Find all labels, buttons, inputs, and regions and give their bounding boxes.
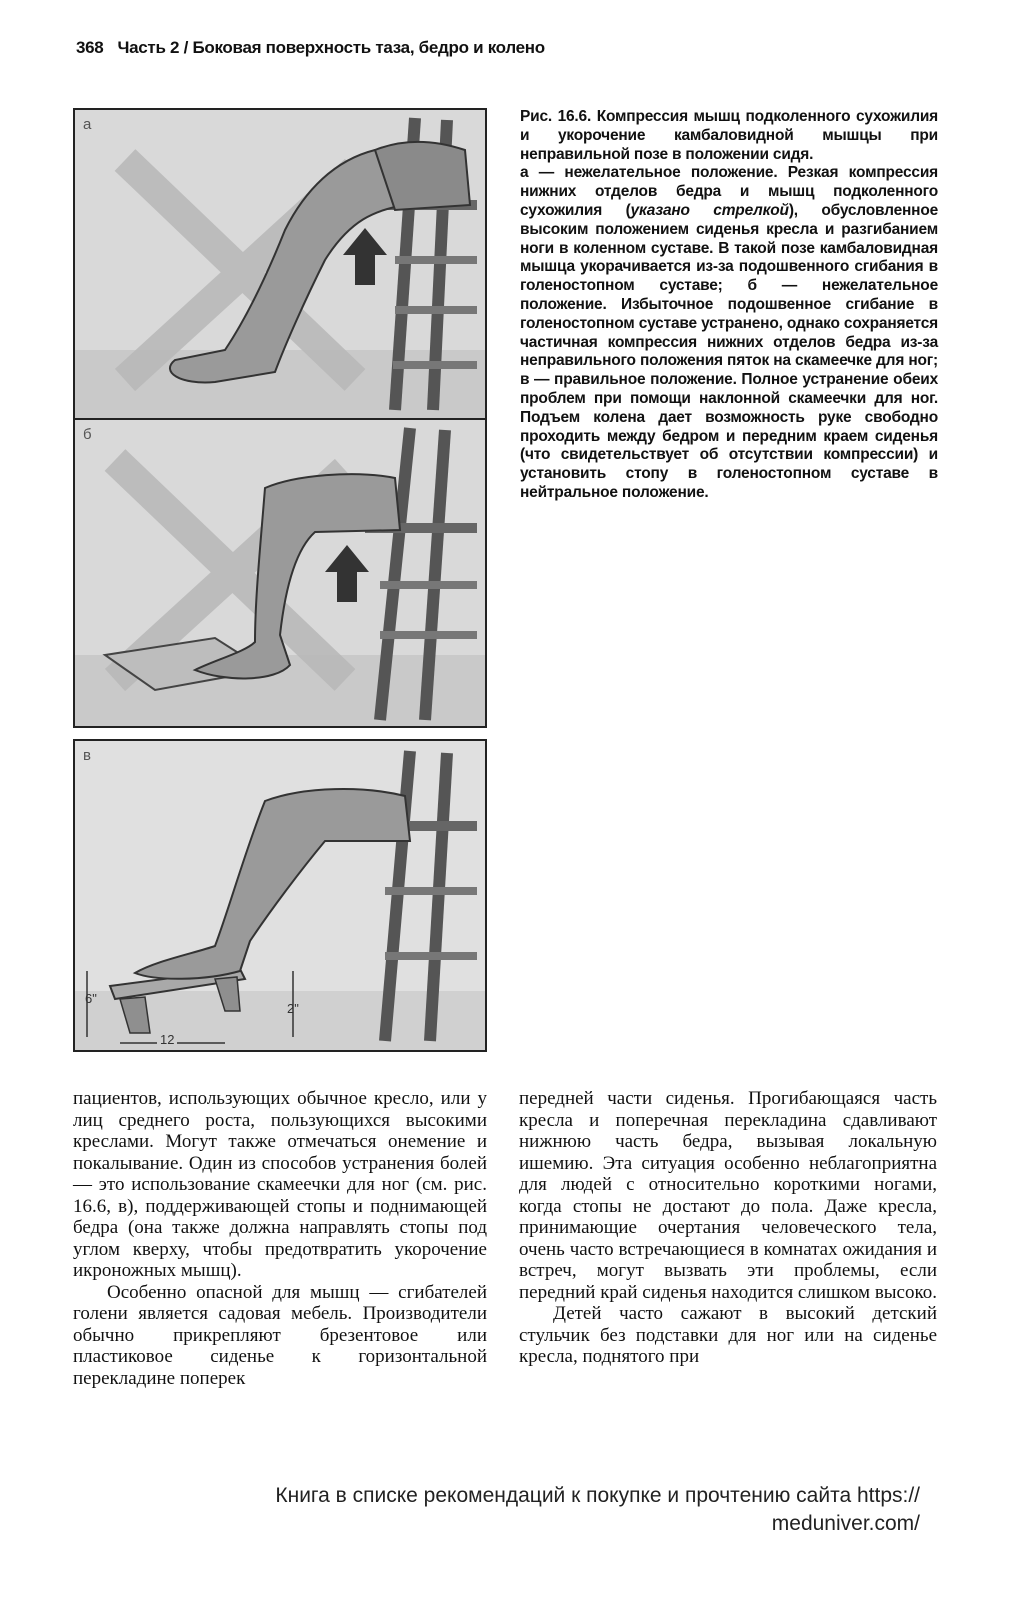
caption-title: Рис. 16.6. bbox=[520, 108, 592, 125]
right-paragraph-1: передней части сиденья. Прогибающаяся часть кресла и поперечная перекладина сдавливают нижнюю часть бедра, вызывая локальную ишемию. Эта ситуация особенно неблагоприятна для людей с относительно короткими ногами, когда стопы не достают до пола. Даже кресла, принимающие очертания человеческого тела, очень часто встречающиеся в комнатах ожидания и встреч, могут вызвать эти проблемы, если передний край сиденья находится слишком высоко. bbox=[519, 1088, 938, 1303]
measure-6in: 6" bbox=[85, 991, 97, 1006]
measure-2in: 2" bbox=[287, 1001, 299, 1016]
measure-12in: 12 bbox=[157, 1032, 177, 1047]
caption-body-italic: указано стрелкой bbox=[630, 201, 789, 219]
panel-b-illustration bbox=[75, 420, 485, 726]
left-paragraph-2: Особенно опасной для мышц — сгибателей голени является садовая мебель. Производители обычно прикрепляют брезентовое или пластиковое сиденье к горизонтальной перекладине поперек bbox=[73, 1281, 487, 1389]
figure-panel-c bbox=[73, 739, 487, 1052]
footer-line-1: Книга в списке рекомендаций к покупке и прочтению сайта https:// bbox=[275, 1484, 920, 1507]
caption-body-part2: ), обусловленное высоким положением сиденья кресла и разгибанием ноги в коленном суставе. В такой позе камбаловидная мышца укорачивается из-за подошвенного сгибания в голеностопном суставе; б — нежелательное положение. Избыточное подошвенное сгибание в голеностопном суставе устранено, однако сохраняется частичная компрессия нижних отделов бедра из-за неправильного положения пяток на скамеечке для ног; в — правильное положение. Полное устранение обеих проблем при помощи наклонной скамеечки для ног. Подъем колена дает возможность руке свободно проходить между бедром и передним краем сиденья (что свидетельствует об отсутствии компрессии) и установить стопу в голеностопном суставе в нейтральное положение. bbox=[520, 201, 939, 501]
page-number: 368 bbox=[76, 38, 104, 57]
caption-body-part1: а — нежелательное положение. Резкая компрессия нижних отделов бедра и мышц подколенного сухожилия ( bbox=[520, 164, 938, 219]
panel-c-label: в bbox=[83, 747, 91, 764]
caption-body bbox=[520, 164, 938, 502]
panel-a-label: а bbox=[83, 116, 92, 133]
figure-caption bbox=[520, 108, 938, 503]
caption-title-text: Компрессия мышц подколенного сухожилия и укорочение камбаловидной мышцы при неправильной позе в положении сидя. bbox=[520, 108, 939, 163]
footer-line-2: meduniver.com/ bbox=[771, 1512, 920, 1535]
caption-title-paragraph bbox=[520, 108, 938, 164]
panel-c-illustration bbox=[75, 741, 485, 1050]
figure-panel-b bbox=[73, 418, 487, 728]
panel-b-label: б bbox=[83, 426, 92, 443]
text-column-right bbox=[519, 1088, 937, 1368]
page-header bbox=[76, 38, 956, 58]
running-title: Часть 2 / Боковая поверхность таза, бедро и колено bbox=[117, 38, 545, 57]
right-paragraph-2: Детей часто сажают в высокий детский стульчик без подставки для ног или на сиденье кресла, поднятого при bbox=[519, 1303, 937, 1367]
left-paragraph-1: пациентов, использующих обычное кресло, или у лиц среднего роста, пользующихся высокими креслами. Могут также отмечаться онемение и покалывание. Один из способов устранения болей — это использование скамеечки для ног (см. рис. 16.6, в), поддерживающей стопы и поднимающей бедра (она также должна направлять стопы под углом кверху, чтобы предотвратить укорочение икроножных мышц). bbox=[73, 1088, 487, 1281]
figure-panel-a bbox=[73, 108, 487, 420]
panel-a-illustration bbox=[75, 110, 485, 418]
footer-watermark bbox=[160, 1482, 920, 1538]
text-column-left bbox=[73, 1088, 487, 1389]
